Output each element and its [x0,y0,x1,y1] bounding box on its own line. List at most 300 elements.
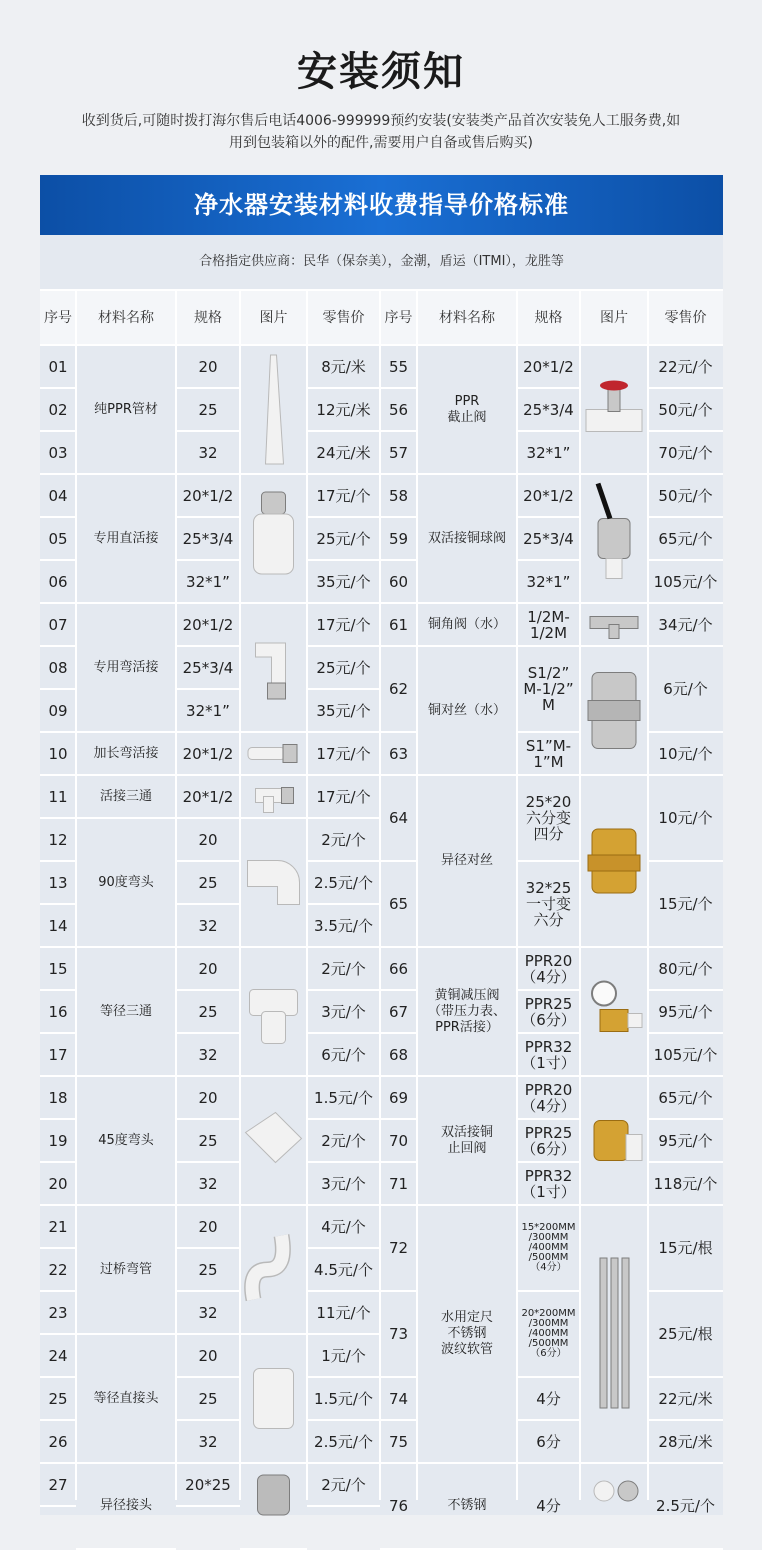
page-title: 安装须知 [297,49,465,95]
grid-line [307,989,380,991]
price-cell: 95元/个 [658,1002,713,1021]
price-cell: 80元/个 [658,959,713,978]
pressure-reducing-valve-icon [580,947,648,1076]
row-number: 18 [48,1088,68,1107]
row-number: 15 [48,959,68,978]
price-cell: 4.5元/个 [314,1260,373,1279]
row-number: 62 [388,680,409,698]
grid-line [417,1204,517,1206]
grid-line [417,645,517,647]
spec-cell: PPR20 （4分） [521,951,576,986]
grid-line [517,946,580,948]
grid-line [176,387,240,389]
grid-line [648,1462,723,1464]
row-number: 05 [48,529,68,548]
grid-line [417,774,517,776]
spec-cell: 20*1/2 [523,486,574,505]
grid-line [176,1032,240,1034]
row-number: 61 [388,615,409,634]
spec-cell: 32*1” [186,572,230,591]
row-number: 55 [388,357,409,376]
spec-cell: 25*3/4 [523,529,574,548]
grid-line [40,817,76,819]
grid-line [40,731,76,733]
grid-line [648,473,723,475]
row-number: 19 [48,1131,68,1150]
supplier-line: 合格指定供应商：民华（保奈美），金潮，盾运（ITMI），龙胜等 [199,254,564,269]
union-tee-icon [240,775,307,818]
grid-line [380,559,417,561]
spec-cell: 25 [198,1389,218,1408]
grid-line [40,1333,76,1335]
price-cell: 22元/米 [658,1389,713,1408]
grid-line [380,602,417,604]
price-cell: 1.5元/个 [314,1389,373,1408]
grid-line [307,1376,380,1378]
row-number: 01 [48,357,68,376]
price-cell: 8元/米 [321,357,366,376]
material-name: 异径接头 [99,1498,152,1513]
header-spec2: 规格 [517,290,580,345]
grid-line [517,989,580,991]
grid-line [307,688,380,690]
grid-line [517,1376,580,1378]
grid-line [517,1118,580,1120]
grid-line [307,946,380,948]
spec-cell: 4分 [536,1497,561,1515]
grid-line [517,1204,580,1206]
brass-reducer-nipple-icon [580,775,648,947]
grid-line [648,989,723,991]
gate-valve-icon [580,345,648,474]
grid-line [40,1204,76,1206]
grid-line [75,290,77,1500]
row-number: 68 [388,1045,409,1064]
elbow-90-icon [240,818,307,947]
spec-cell: 25 [198,1260,218,1279]
grid-line [40,1161,76,1163]
spec-cell: 20*200MM /300MM /400MM /500MM （6分） [521,1308,576,1359]
spec-cell: 32*1” [186,701,230,720]
grid-line [517,645,580,647]
grid-line [307,903,380,905]
spec-cell: 20 [198,830,218,849]
row-number: 64 [388,809,409,827]
spec-cell: 25*20 六分变 四分 [525,793,572,843]
grid-line [380,1075,417,1077]
spec-cell: 32*1” [526,443,571,462]
grid-line [176,1333,240,1335]
grid-line [517,1290,580,1292]
spec-cell: PPR20 （4分） [521,1080,576,1115]
row-number: 70 [388,1131,409,1150]
spec-cell: 25 [198,873,218,892]
grid-line [380,1376,417,1378]
spec-cell: 15*200MM /300MM /400MM /500MM （4分） [521,1222,576,1273]
header-spec: 规格 [176,290,240,345]
price-cell: 25元/个 [316,529,371,548]
grid-line [380,473,417,475]
price-cell: 1元/个 [321,1346,366,1365]
spec-cell: 32 [198,1303,218,1322]
ball-valve-icon [580,474,648,603]
material-name: 等径直接头 [93,1390,159,1406]
grid-line [76,731,176,733]
grid-line [380,516,417,518]
row-number: 25 [48,1389,68,1408]
grid-line [517,1161,580,1163]
grid-line [648,1376,723,1378]
material-name: 不锈钢 [447,1498,487,1513]
grid-line [648,516,723,518]
header-name2: 材料名称 [417,290,517,345]
price-cell: 1.5元/个 [314,1088,373,1107]
grid-line [417,473,517,475]
grid-line [176,1118,240,1120]
material-name: 45度弯头 [98,1132,154,1148]
grid-line [40,516,76,518]
spec-cell: 25 [198,1002,218,1021]
hex-nipple-icon [580,646,648,775]
spec-cell: 20 [198,1217,218,1236]
header-price2: 零售价 [648,290,723,345]
grid-line [648,946,723,948]
grid-line [517,1419,580,1421]
grid-line [176,731,240,733]
row-number: 66 [388,959,409,978]
price-cell: 17元/个 [316,486,371,505]
grid-line [648,860,723,862]
spec-cell: 6分 [536,1432,561,1451]
elbow-45-icon [240,1076,307,1205]
row-number: 58 [388,486,409,505]
grid-line [416,290,418,1500]
straight-union-icon [240,474,307,603]
grid-line [648,1204,723,1206]
grid-line [380,774,417,776]
grid-line [417,946,517,948]
grid-line [76,1075,176,1077]
row-number: 74 [388,1389,409,1408]
grid-line [40,1032,76,1034]
grid-line [379,290,381,1500]
grid-line [76,1462,176,1464]
grid-line [176,1247,240,1249]
spec-cell: 25*3/4 [523,400,574,419]
grid-line [648,1075,723,1077]
row-number: 27 [48,1475,68,1494]
header-pic2: 图片 [580,290,648,345]
grid-line [307,1118,380,1120]
spec-cell: PPR32 （1寸） [521,1037,576,1072]
spec-cell: 20 [198,1346,218,1365]
price-cell: 22元/个 [658,357,713,376]
price-cell: 15元/根 [658,1239,713,1257]
bridge-bend-icon [240,1205,307,1334]
equal-tee-icon [240,947,307,1076]
grid-line [307,1505,380,1507]
grid-line [648,1290,723,1292]
row-number: 26 [48,1432,68,1451]
material-name: 过桥弯管 [99,1261,152,1277]
row-number: 76 [388,1497,409,1515]
grid-line [307,516,380,518]
grid-line [307,1462,380,1464]
price-cell: 17元/个 [316,615,371,634]
grid-line [307,1247,380,1249]
grid-line [648,559,723,561]
spec-cell: 20*1/2 [182,744,234,763]
grid-line [176,774,240,776]
grid-line [176,430,240,432]
price-cell: 65元/个 [658,529,713,548]
price-cell: 24元/米 [316,443,371,462]
grid-line [307,860,380,862]
grid-line [40,1290,76,1292]
row-number: 23 [48,1303,68,1322]
grid-line [380,731,417,733]
grid-line [307,774,380,776]
grid-line [380,1161,417,1163]
angle-valve-icon [580,603,648,646]
price-cell: 2元/个 [321,959,366,978]
row-number: 60 [388,572,409,591]
row-number: 69 [388,1088,409,1107]
material-name: 90度弯头 [98,874,154,890]
grid-line [175,290,177,1500]
spec-cell: 1/2M- 1/2M [527,607,570,642]
material-name: 双活接铜球阀 [427,530,506,546]
spec-cell: PPR25 （6分） [521,994,576,1029]
grid-line [517,731,580,733]
grid-line [307,387,380,389]
row-number: 59 [388,529,409,548]
material-name: 等径三通 [99,1003,152,1019]
material-name: 专用弯活接 [93,659,159,675]
price-cell: 2.5元/个 [314,1432,373,1451]
grid-line [380,1419,417,1421]
price-cell: 17元/个 [316,744,371,763]
grid-line [76,946,176,948]
row-number: 17 [48,1045,68,1064]
material-name: 黄铜减压阀 （带压力表、 PPR活接） [427,987,506,1035]
grid-line [40,1075,76,1077]
grid-line [517,860,580,862]
grid-line [176,1075,240,1077]
grid-line [40,289,723,291]
grid-line [307,645,380,647]
spec-cell: 20 [198,357,218,376]
price-cell: 105元/个 [653,1045,718,1064]
grid-line [307,1204,380,1206]
grid-line [307,430,380,432]
spec-cell: S1/2” M-1/2” M [523,664,574,714]
price-cell: 34元/个 [658,615,713,634]
grid-line [176,1161,240,1163]
row-number: 10 [48,744,68,763]
reducer-icon [240,1463,307,1549]
grid-line [40,1505,76,1507]
grid-line [417,1462,517,1464]
grid-line [76,602,176,604]
row-number: 11 [48,787,68,806]
row-number: 56 [388,400,409,419]
grid-line [176,602,240,604]
price-cell: 2元/个 [321,1475,366,1494]
price-cell: 95元/个 [658,1131,713,1150]
grid-line [176,817,240,819]
grid-line [648,387,723,389]
grid-line [307,473,380,475]
grid-line [176,1204,240,1206]
spec-cell: 20*25 [185,1475,231,1494]
row-number: 13 [48,873,68,892]
material-name: 水用定尺 不锈钢 波纹软管 [440,1310,493,1357]
spec-cell: 32*1” [526,572,571,591]
material-name: 铜角阀（水） [427,616,506,632]
spec-cell: 20*1/2 [182,787,234,806]
grid-line [76,774,176,776]
row-number: 63 [388,744,409,763]
grid-line [517,1462,580,1464]
price-cell: 6元/个 [321,1045,366,1064]
grid-line [417,1075,517,1077]
header-no: 序号 [40,290,76,345]
grid-line [648,1161,723,1163]
row-number: 22 [48,1260,68,1279]
grid-line [176,473,240,475]
row-number: 06 [48,572,68,591]
price-cell: 25元/根 [658,1325,713,1343]
grid-line [380,1032,417,1034]
row-number: 75 [388,1432,409,1451]
spec-cell: 20 [198,959,218,978]
grid-line [380,1118,417,1120]
row-number: 65 [388,895,409,913]
grid-line [40,1376,76,1378]
spec-cell: S1”M- 1”M [525,736,572,771]
spec-cell: 25*3/4 [182,658,234,677]
price-cell: 2.5元/个 [314,873,373,892]
grid-line [76,1333,176,1335]
spec-cell: 25 [198,400,218,419]
grid-line [176,989,240,991]
row-number: 09 [48,701,68,720]
grid-line [648,602,723,604]
grid-line [517,1075,580,1077]
price-cell: 6元/个 [663,680,708,698]
spec-cell: 20*1/2 [182,615,234,634]
spec-cell: 20 [198,1088,218,1107]
grid-line [176,903,240,905]
grid-line [307,559,380,561]
price-cell: 2.5元/个 [656,1497,715,1515]
spec-cell: 32*25 一寸变 六分 [525,879,572,929]
header-no2: 序号 [380,290,417,345]
grid-line [40,645,76,647]
row-number: 14 [48,916,68,935]
spec-cell: 32 [198,1432,218,1451]
grid-line [76,817,176,819]
install-notice: 收到货后,可随时拨打海尔售后电话4006-999999预约安装(安装类产品首次安装免人工服务费,如用到包装箱以外的配件,需要用户自备或售后购买) [81,113,681,151]
grid-line [176,1505,240,1507]
grid-line [517,1032,580,1034]
material-name: 异径对丝 [440,853,493,868]
grid-line [648,1118,723,1120]
material-name: 活接三通 [99,788,152,804]
grid-line [40,1118,76,1120]
elbow-union-icon [240,603,307,732]
price-cell: 17元/个 [316,787,371,806]
spec-cell: 20*1/2 [523,357,574,376]
spec-cell: 32 [198,1174,218,1193]
row-number: 67 [388,1002,409,1021]
row-number: 02 [48,400,68,419]
grid-line [517,473,580,475]
material-name: 双活接铜 止回阀 [440,1124,493,1156]
grid-line [648,731,723,733]
material-name: 加长弯活接 [93,745,159,761]
price-cell: 4元/个 [321,1217,366,1236]
row-number: 07 [48,615,68,634]
price-cell: 35元/个 [316,572,371,591]
price-cell: 12元/米 [316,400,371,419]
grid-line [40,774,76,776]
corrugated-hose-icon [580,1205,648,1463]
spec-cell: PPR32 （1寸） [521,1166,576,1201]
material-name: 纯PPR管材 [94,401,158,417]
grid-line [648,1419,723,1421]
grid-line [307,1419,380,1421]
row-number: 03 [48,443,68,462]
price-cell: 70元/个 [658,443,713,462]
grid-line [176,688,240,690]
grid-line [648,774,723,776]
price-cell: 3元/个 [321,1174,366,1193]
spec-cell: 25 [198,1131,218,1150]
straight-coupling-icon [240,1334,307,1463]
header-pic: 图片 [240,290,307,345]
ppr-pipe-icon [240,345,307,474]
grid-line [40,602,76,604]
grid-line [40,1247,76,1249]
grid-line [380,430,417,432]
grid-line [380,989,417,991]
grid-line [176,645,240,647]
grid-line [40,989,76,991]
spec-cell: 20*1/2 [182,486,234,505]
row-number: 24 [48,1346,68,1365]
grid-line [40,688,76,690]
grid-line [380,860,417,862]
price-cell: 10元/个 [658,744,713,763]
grid-line [307,1032,380,1034]
spec-cell: 32 [198,443,218,462]
price-cell: 65元/个 [658,1088,713,1107]
grid-line [648,645,723,647]
grid-line [517,602,580,604]
grid-line [307,602,380,604]
grid-line [40,473,76,475]
grid-line [380,387,417,389]
spec-cell: 32 [198,1045,218,1064]
grid-line [307,1161,380,1163]
check-valve-icon [580,1076,648,1205]
grid-line [380,1290,417,1292]
spec-cell: 32 [198,916,218,935]
grid-line [380,645,417,647]
grid-line [516,290,518,1500]
